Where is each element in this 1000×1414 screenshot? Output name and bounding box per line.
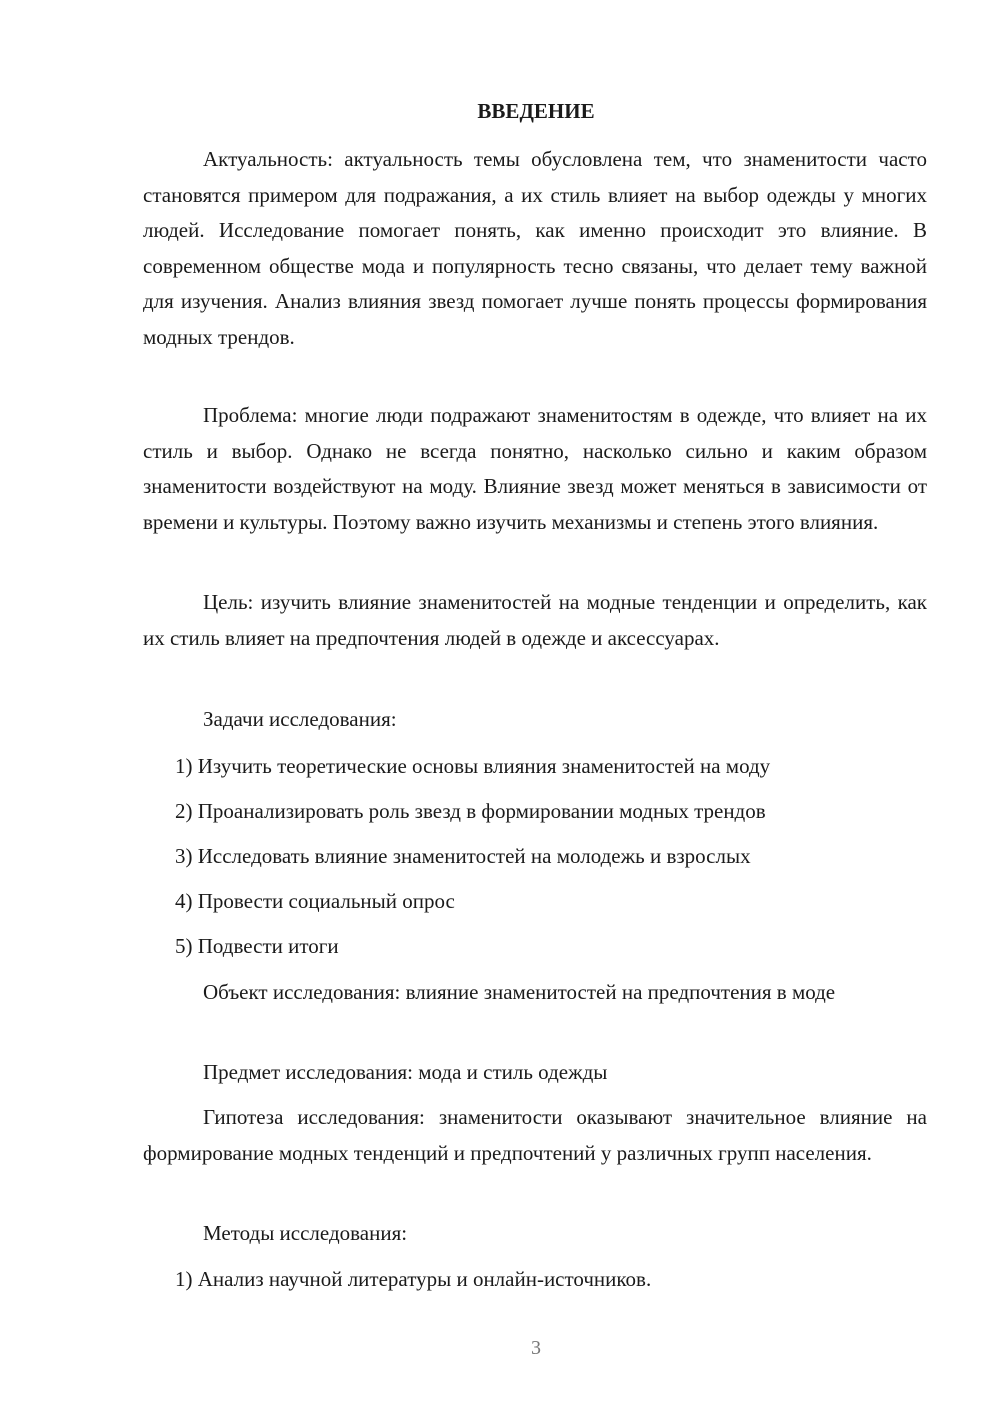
relevance-paragraph: Актуальность: актуальность темы обусловлена тем, что знаменитости часто становятся примером для подражания, а их стиль влияет на выбор одежды у многих людей. Исследование помогает понять, как именно происходит это влияние. В современном обществе мода и популярность тесно связаны, что делает тему важной для изучения. Анализ влияния звезд помогает лучше понять процессы формирования модных трендов. [143,147,927,349]
task-item: 5) Подвести итоги [175,934,339,958]
task-item: 2) Проанализировать роль звезд в формировании модных трендов [175,799,766,823]
task-item: 3) Исследовать влияние знаменитостей на молодежь и взрослых [175,844,751,868]
problem-paragraph: Проблема: многие люди подражают знаменитостям в одежде, что влияет на их стиль и выбор. Однако не всегда понятно, насколько сильно и каким образом знаменитости воздействуют на моду. Влияние звезд может меняться в зависимости от времени и культуры. Поэтому важно изучить механизмы и степень этого влияния. [143,403,927,534]
tasks-heading: Задачи исследования: [203,707,397,731]
subject-paragraph: Предмет исследования: мода и стиль одежды [203,1060,608,1084]
task-item: 1) Изучить теоретические основы влияния знаменитостей на моду [175,754,771,778]
task-item: 4) Провести социальный опрос [175,889,455,913]
object-paragraph: Объект исследования: влияние знаменитостей на предпочтения в моде [203,980,836,1004]
page-title: ВВЕДЕНИЕ [477,99,595,123]
goal-paragraph: Цель: изучить влияние знаменитостей на модные тенденции и определить, как их стиль влияет на предпочтения людей в одежде и аксессуарах. [143,590,927,650]
hypothesis-paragraph: Гипотеза исследования: знаменитости оказывают значительное влияние на формирование модных тенденций и предпочтений у различных групп населения. [143,1105,927,1165]
page-number: 3 [531,1337,541,1359]
method-item: 1) Анализ научной литературы и онлайн-источников. [175,1267,652,1291]
methods-heading: Методы исследования: [203,1221,408,1245]
